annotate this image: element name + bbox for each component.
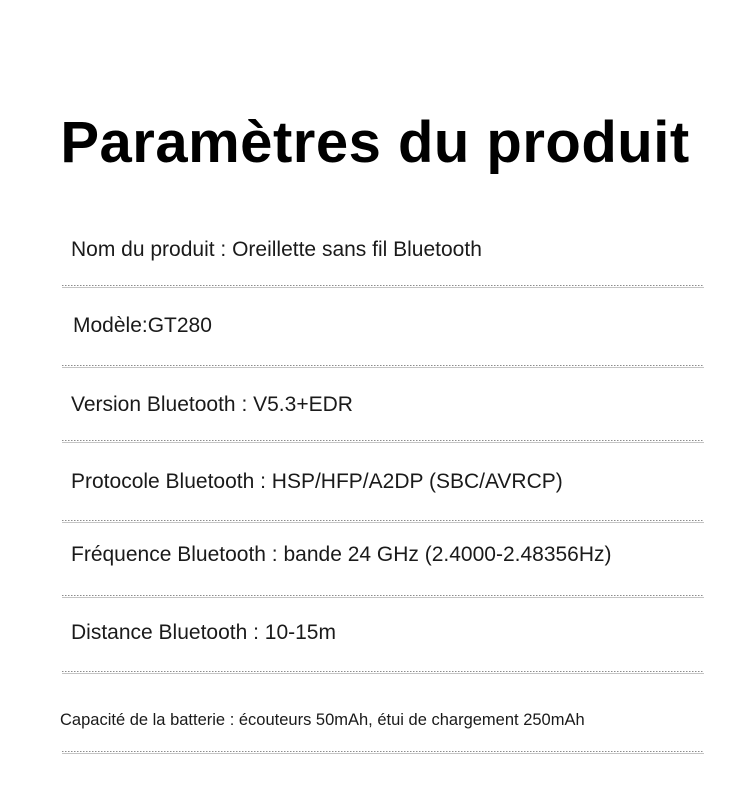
spec-bluetooth-version: Version Bluetooth : V5.3+EDR <box>71 393 353 416</box>
spec-bluetooth-protocol: Protocole Bluetooth : HSP/HFP/A2DP (SBC/AVRCP) <box>71 470 563 493</box>
divider <box>62 364 704 368</box>
page-title: Paramètres du produit <box>60 110 690 175</box>
divider <box>62 519 704 523</box>
divider <box>62 594 704 598</box>
spec-battery-capacity: Capacité de la batterie : écouteurs 50mAh, étui de chargement 250mAh <box>60 711 585 729</box>
divider <box>62 670 704 674</box>
spec-product-name: Nom du produit : Oreillette sans fil Bluetooth <box>71 238 482 261</box>
divider <box>62 750 704 754</box>
divider <box>62 284 704 288</box>
spec-model: Modèle:GT280 <box>73 314 212 337</box>
spec-bluetooth-frequency: Fréquence Bluetooth : bande 24 GHz (2.4000-2.48356Hz) <box>71 543 612 566</box>
divider <box>62 439 704 443</box>
spec-bluetooth-distance: Distance Bluetooth : 10-15m <box>71 621 336 644</box>
